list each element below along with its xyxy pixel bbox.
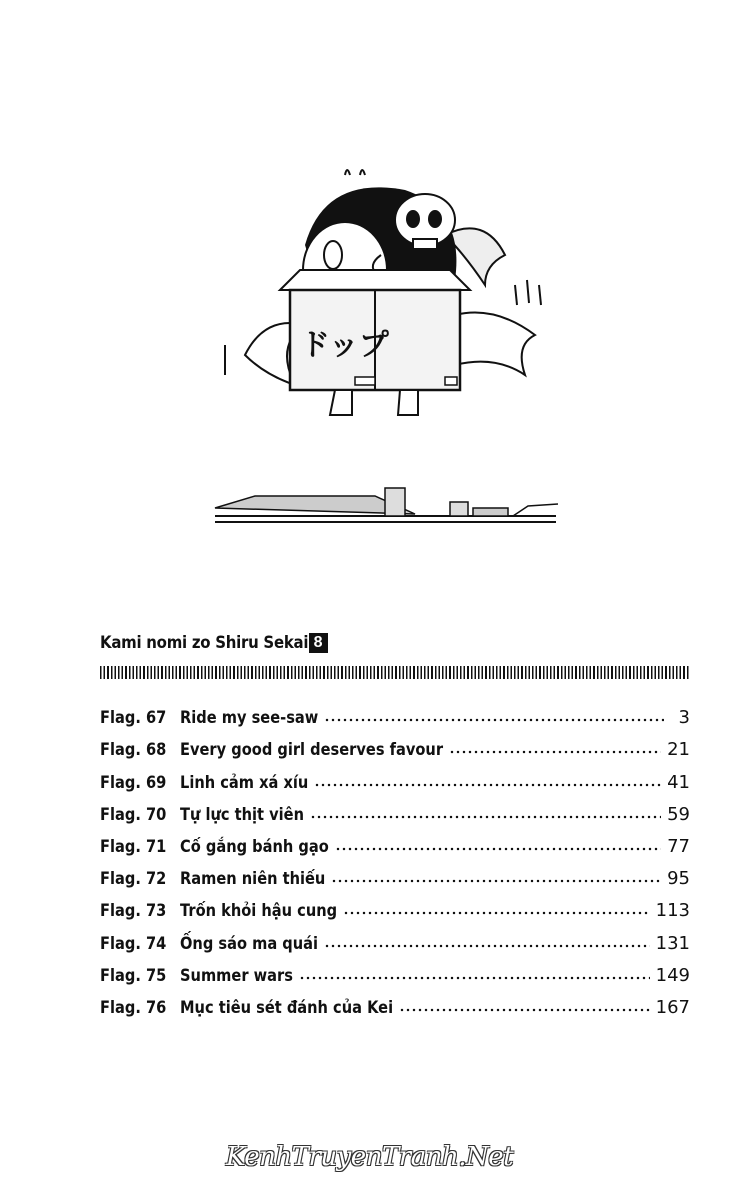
chapter-flag: Flag. 68 [100,740,167,761]
chapter-row [100,696,690,728]
chapter-flag: Flag. 67 [100,708,167,729]
chapter-list [100,696,690,1018]
dot-leader [399,1008,650,1012]
dot-leader [310,815,661,819]
chapter-flag: Flag. 70 [100,804,167,825]
dot-leader [299,976,650,980]
chapter-title: Ramen niên thiếu [180,869,326,890]
chapter-page: 3 [678,707,690,729]
skyline-divider [213,482,558,528]
chapter-title: Tự lực thịt viên [180,804,305,825]
chapter-title: Trốn khỏi hậu cung [180,901,338,922]
girl-in-box-illustration [205,155,565,425]
chapter-row [100,954,690,986]
dot-leader [335,847,661,851]
chapter-page: 21 [667,739,690,761]
box-label: ドップ [300,328,389,363]
watermark: KenhTruyenTranh.Net [226,1142,514,1172]
chapter-title: Cố gắng bánh gạo [180,836,329,857]
chapter-title: Summer wars [180,965,293,986]
chapter-page: 113 [655,900,690,922]
chapter-row [100,728,690,760]
chapter-row [100,986,690,1018]
volume-badge: 8 [309,633,328,653]
chapter-flag: Flag. 73 [100,901,167,922]
dot-leader [324,944,650,948]
chapter-page: 95 [667,868,690,890]
dot-leader [324,718,664,722]
chapter-page: 59 [667,803,690,825]
chapter-page: 77 [667,835,690,857]
dot-leader [331,879,661,883]
chapter-flag: Flag. 74 [100,933,167,954]
dot-leader [449,750,661,754]
book-title-row [100,628,690,658]
chapter-row [100,889,690,921]
chapter-flag: Flag. 69 [100,772,167,793]
chapter-page: 41 [667,771,690,793]
chapter-row [100,793,690,825]
chapter-row [100,921,690,953]
chapter-row [100,857,690,889]
book-title: Kami nomi zo Shiru Sekai [100,633,309,653]
chapter-flag: Flag. 76 [100,997,167,1018]
table-of-contents [100,628,690,1018]
chapter-title: Ống sáo ma quái [180,933,319,954]
chapter-title: Every good girl deserves favour [180,740,444,761]
chapter-title: Linh cảm xá xíu [180,772,309,793]
chapter-title: Mục tiêu sét đánh của Kei [180,997,394,1018]
tick-divider [100,666,690,679]
chapter-title: Ride my see-saw [180,708,319,729]
chapter-flag: Flag. 72 [100,869,167,890]
chapter-page: 131 [655,932,690,954]
dot-leader [343,911,650,915]
chapter-flag: Flag. 75 [100,965,167,986]
chapter-row [100,760,690,792]
chapter-flag: Flag. 71 [100,836,167,857]
chapter-page: 167 [655,996,690,1018]
dot-leader [314,783,661,787]
chapter-row [100,825,690,857]
chapter-page: 149 [655,964,690,986]
